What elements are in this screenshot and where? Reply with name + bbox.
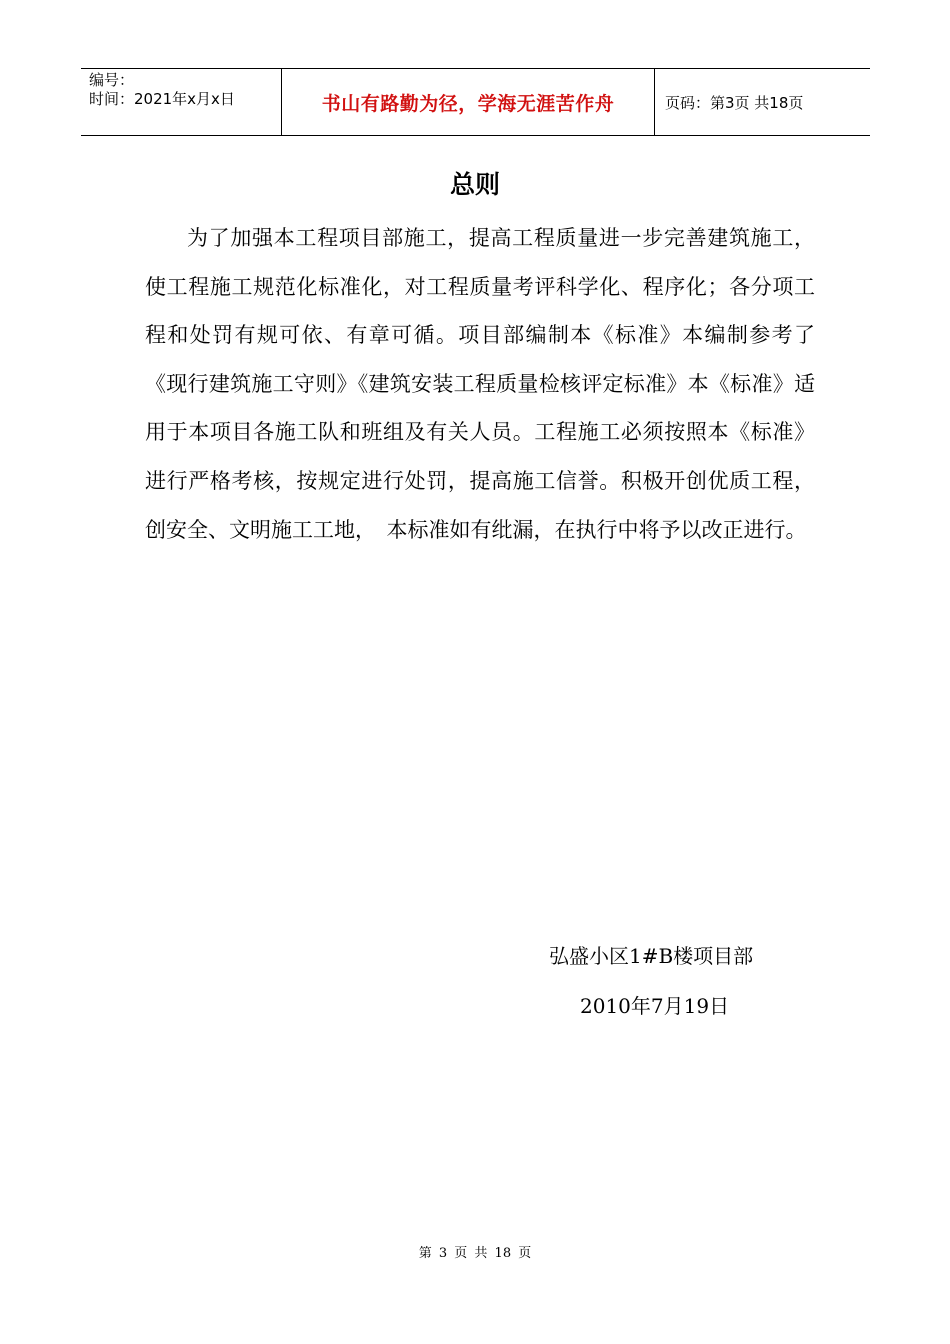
body-paragraph: 为了加强本工程项目部施工，提高工程质量进一步完善建筑施工，使工程施工规范化标准化，对工程质量考评科学化、程序化；各分项工程和处罚有规可依、有章可循。项目部编制本《标准》本编制参考了《现行建筑施工守则》《建筑安装工程质量检核评定标准》本《标准》适用于本项目各施工队和班组及有关人员。工程施工必须按照本《标准》进行严格考核，按规定进行处罚，提高施工信誉。积极开创优质工程，创安全、文明施工工地， 本标准如有纰漏，在执行中将予以改正进行。 [145,226,815,542]
signature-organization: 弘盛小区1#B楼项目部 [549,944,754,968]
signature-date: 2010年7月19日 [580,994,730,1018]
header-meta [81,69,282,135]
document-title: 总则 [449,170,500,199]
document-time-label: 时间：2021年x月x日 [89,90,235,108]
page-footer: 第 3 页 共 18 页 [418,1246,532,1261]
document-number-label: 编号： [89,71,135,89]
header-page-label: 页码：第3页 共18页 [665,93,804,112]
header-motto: 书山有路勤为径，学海无涯苦作舟 [282,69,655,135]
page-header [81,68,870,136]
